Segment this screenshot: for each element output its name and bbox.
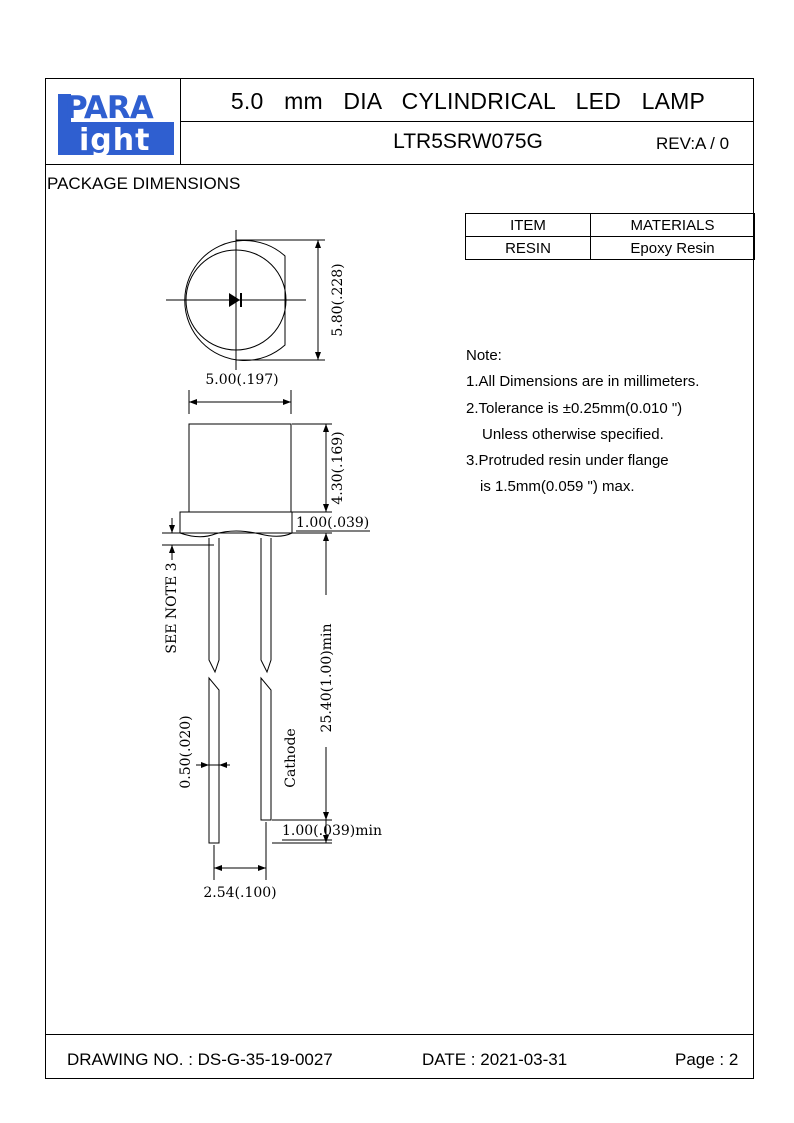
dim-flange-label: 5.80(.228) xyxy=(330,263,346,337)
lead-cathode-upper xyxy=(261,538,271,672)
dim-lead-width-label: 0.50(.020) xyxy=(178,715,194,789)
diode-symbol-icon xyxy=(229,293,240,307)
lead-cathode-lower xyxy=(261,678,271,820)
note-item: 1.All Dimensions are in millimeters. xyxy=(466,373,700,391)
document-date: DATE : 2021-03-31 xyxy=(422,1050,568,1069)
drawing-number: DRAWING NO. : DS-G-35-19-0027 xyxy=(67,1050,333,1069)
dim-lead-spacing-label: 2.54(.100) xyxy=(203,885,277,901)
lamp-body xyxy=(189,424,291,512)
header-cell-materials: MATERIALS xyxy=(591,214,755,237)
lamp-flange xyxy=(180,512,292,533)
dim-flange-height-label: 1.00(.039) xyxy=(296,515,370,531)
dim-body-height-label: 4.30(.169) xyxy=(330,431,346,505)
note-item: 2.Tolerance is ±0.25mm(0.010 ") xyxy=(466,399,683,417)
document-title: 5.0 mm DIA CYLINDRICAL LED LAMP xyxy=(230,88,706,114)
page-number: Page : 2 xyxy=(675,1050,739,1069)
note-item: is 1.5mm(0.059 ") max. xyxy=(480,478,635,496)
revision: REV:A / 0 xyxy=(656,134,730,153)
notes-heading: Note: xyxy=(466,347,502,364)
part-number: LTR5SRW075G xyxy=(393,130,543,153)
dim-lead-offset-label: 1.00(.039)min xyxy=(282,823,383,839)
header-cell-item: ITEM xyxy=(466,214,591,237)
lead-anode-lower xyxy=(209,678,219,843)
dim-body-dia-label: 5.00(.197) xyxy=(205,372,279,388)
logo-line2: ight xyxy=(79,123,151,156)
note-item: Unless otherwise specified. xyxy=(482,425,664,443)
see-note-label: SEE NOTE 3 xyxy=(164,562,180,654)
table-cell: Epoxy Resin xyxy=(591,237,755,260)
logo-line1: PARA xyxy=(65,90,153,126)
note-item: 3.Protruded resin under flange xyxy=(466,452,669,470)
cathode-label: Cathode xyxy=(283,728,299,788)
section-title: PACKAGE DIMENSIONS xyxy=(47,174,241,193)
dim-lead-length-label: 25.40(1.00)min xyxy=(319,623,335,733)
table-cell: RESIN xyxy=(466,237,591,260)
lead-anode-upper xyxy=(209,538,219,672)
